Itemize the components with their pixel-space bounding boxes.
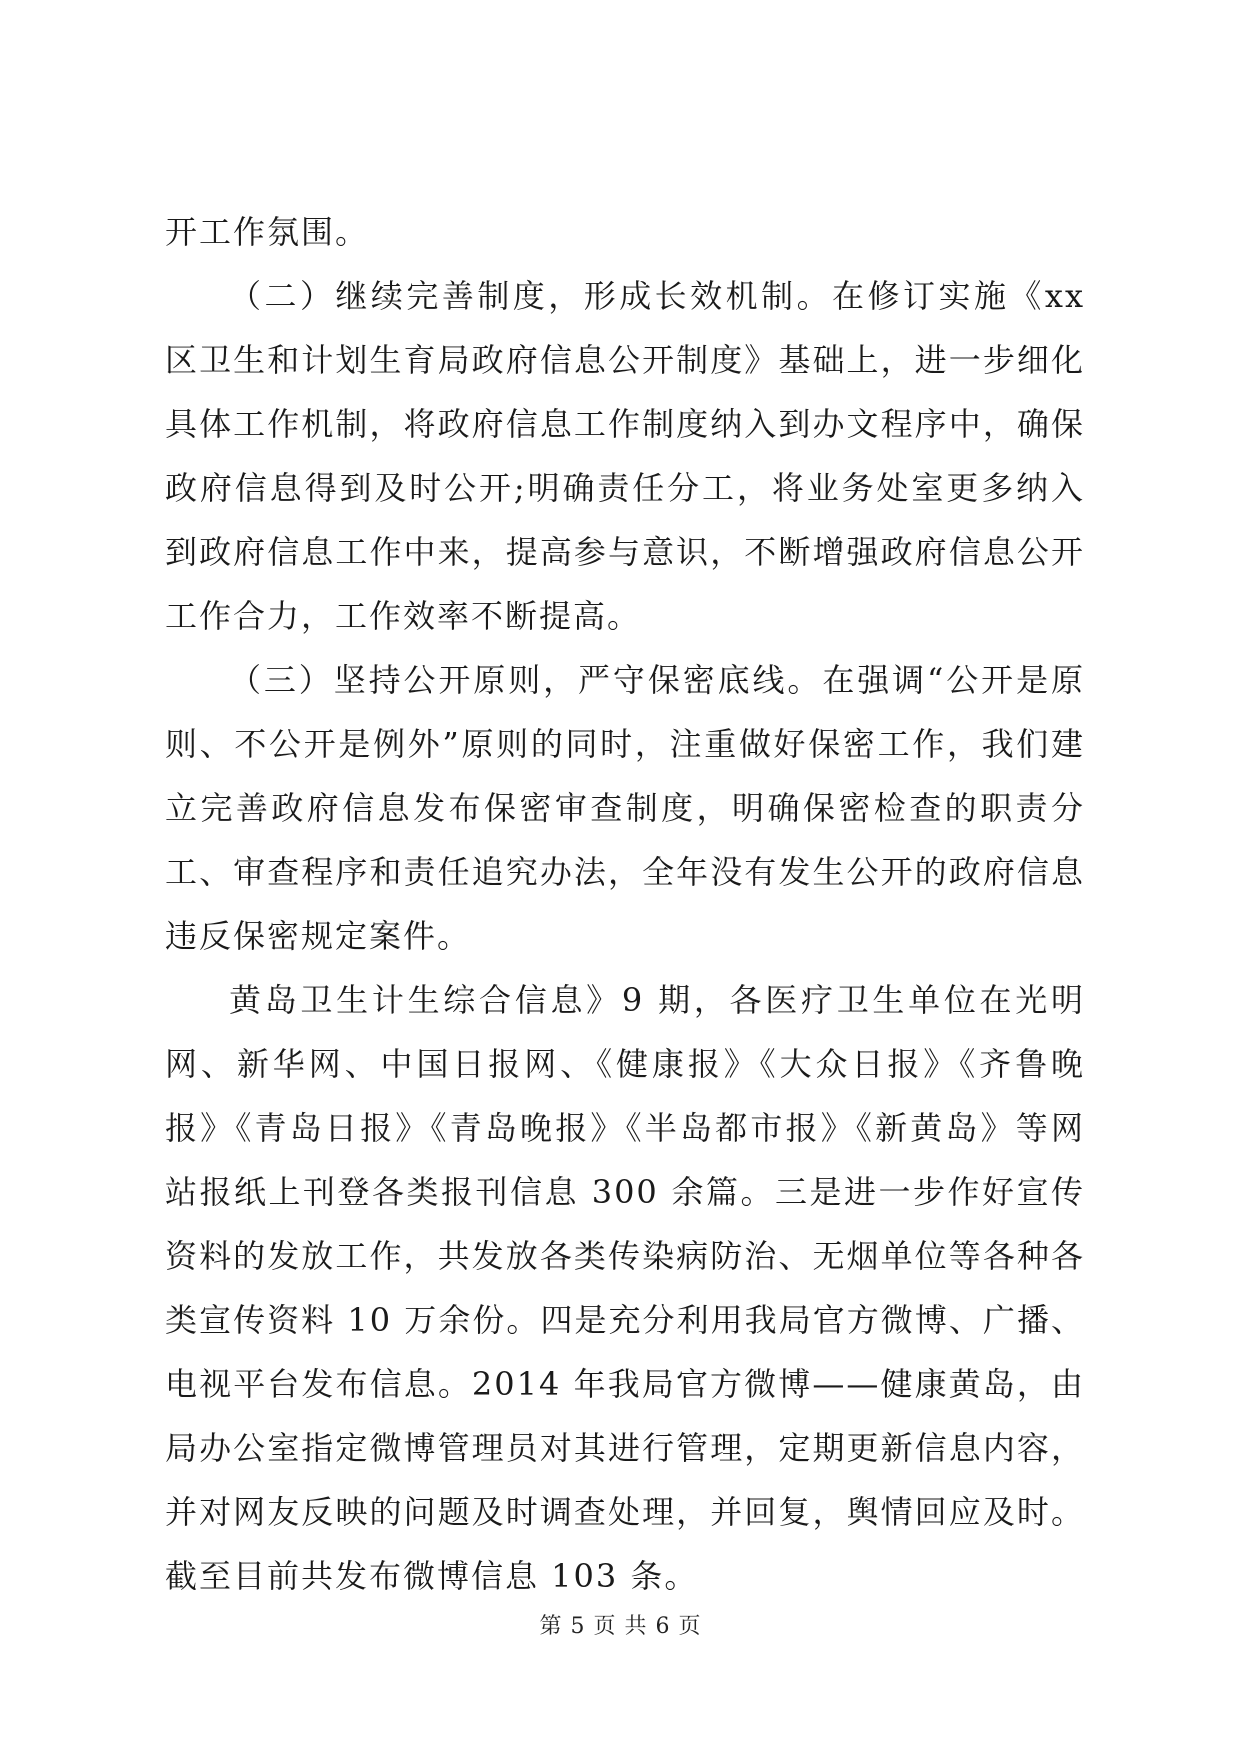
page-number-footer: 第 5 页 共 6 页 (539, 1614, 702, 1639)
paragraph-continuation: 开工作氛围。 (165, 213, 370, 251)
paragraph-section-three: （三）坚持公开原则，严守保密底线。在强调“公开是原则、不公开是例外”原则的同时，注重做好保密工作，我们建立完善政府信息发布保密审查制度，明确保密检查的职责分工、审查程序和责任追究办法，全年没有发生公开的政府信息违反保密规定案件。 (165, 661, 1085, 955)
body-text (165, 200, 1085, 1608)
paragraph-publicity: 黄岛卫生计生综合信息》9 期，各医疗卫生单位在光明网、新华网、中国日报网、《健康报》《大众日报》《齐鲁晚报》《青岛日报》《青岛晚报》《半岛都市报》《新黄岛》等网站报纸上刊登各类报刊信息 300 余篇。三是进一步作好宣传资料的发放工作，共发放各类传染病防治、无烟单位等各种各类宣传资料 10 万余份。四是充分利用我局官方微博、广播、电视平台发布信息。2014 年我局官方微博——健康黄岛，由局办公室指定微博管理员对其进行管理，定期更新信息内容，并对网友反映的问题及时调查处理，并回复，舆情回应及时。截至目前共发布微博信息 103 条。 (165, 981, 1085, 1595)
paragraph-section-two: （二）继续完善制度，形成长效机制。在修订实施《xx 区卫生和计划生育局政府信息公开制度》基础上，进一步细化具体工作机制，将政府信息工作制度纳入到办文程序中，确保政府信息得到及时公开;明确责任分工，将业务处室更多纳入到政府信息工作中来，提高参与意识，不断增强政府信息公开工作合力，工作效率不断提高。 (165, 277, 1085, 635)
